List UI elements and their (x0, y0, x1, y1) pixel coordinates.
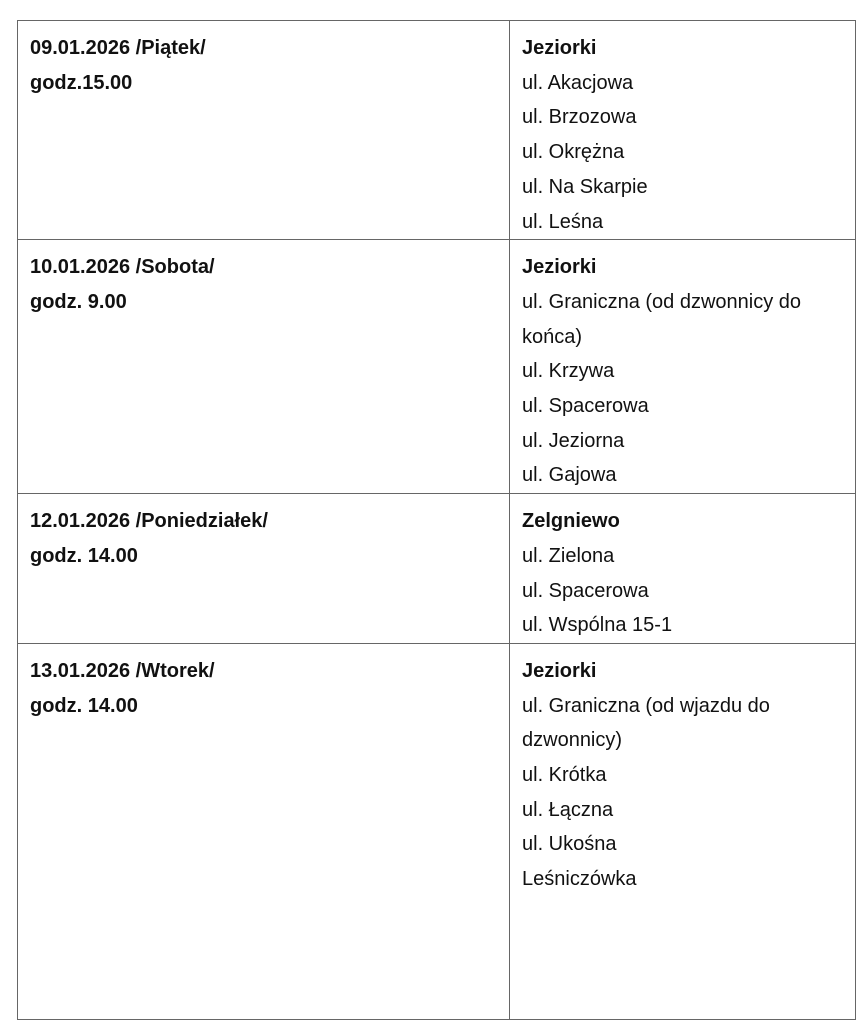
street: ul. Gajowa (522, 464, 617, 487)
schedule-row (18, 494, 856, 644)
street: ul. Akacjowa (522, 71, 634, 94)
location-cell (510, 643, 856, 1019)
date: 09.01.2026 /Piątek/ (30, 37, 206, 59)
street: ul. Zielona (522, 544, 615, 567)
street: ul. Krzywa (522, 360, 615, 383)
schedule-table (17, 20, 856, 1020)
location-cell (510, 240, 856, 494)
date-cell (18, 21, 510, 240)
place: Zelgniewo (522, 510, 620, 533)
street: ul. Graniczna (od wjazdu do dzwonnicy) (522, 694, 770, 752)
date: 12.01.2026 /Poniedziałek/ (30, 510, 268, 533)
place: Jeziorki (522, 256, 597, 279)
street: ul. Graniczna (od dzwonnicy do końca) (522, 290, 802, 348)
street: ul. Spacerowa (522, 579, 649, 602)
street: ul. Jeziorna (522, 429, 625, 452)
location-cell (510, 494, 856, 644)
time: godz. 9.00 (30, 290, 127, 313)
place: Jeziorki (522, 659, 597, 682)
time: godz. 14.00 (30, 694, 138, 717)
street: ul. Krótka (522, 764, 607, 787)
place: Jeziorki (522, 37, 597, 59)
schedule-row (18, 21, 856, 240)
schedule-row (18, 643, 856, 1019)
date-cell (18, 494, 510, 644)
date: 13.01.2026 /Wtorek/ (30, 659, 215, 682)
street: ul. Leśna (522, 210, 604, 233)
time: godz.15.00 (30, 71, 133, 94)
street: ul. Ukośna (522, 833, 617, 856)
date: 10.01.2026 /Sobota/ (30, 256, 215, 279)
street: ul. Wspólna 15-1 (522, 614, 673, 637)
street: Leśniczówka (522, 868, 637, 891)
time: godz. 14.00 (30, 544, 138, 567)
street: ul. Na Skarpie (522, 175, 648, 198)
street: ul. Okrężna (522, 141, 625, 164)
schedule-row (18, 240, 856, 494)
date-cell (18, 240, 510, 494)
location-cell (510, 21, 856, 240)
street: ul. Łączna (522, 798, 614, 821)
date-cell (18, 643, 510, 1019)
street: ul. Spacerowa (522, 395, 649, 418)
street: ul. Brzozowa (522, 106, 637, 129)
